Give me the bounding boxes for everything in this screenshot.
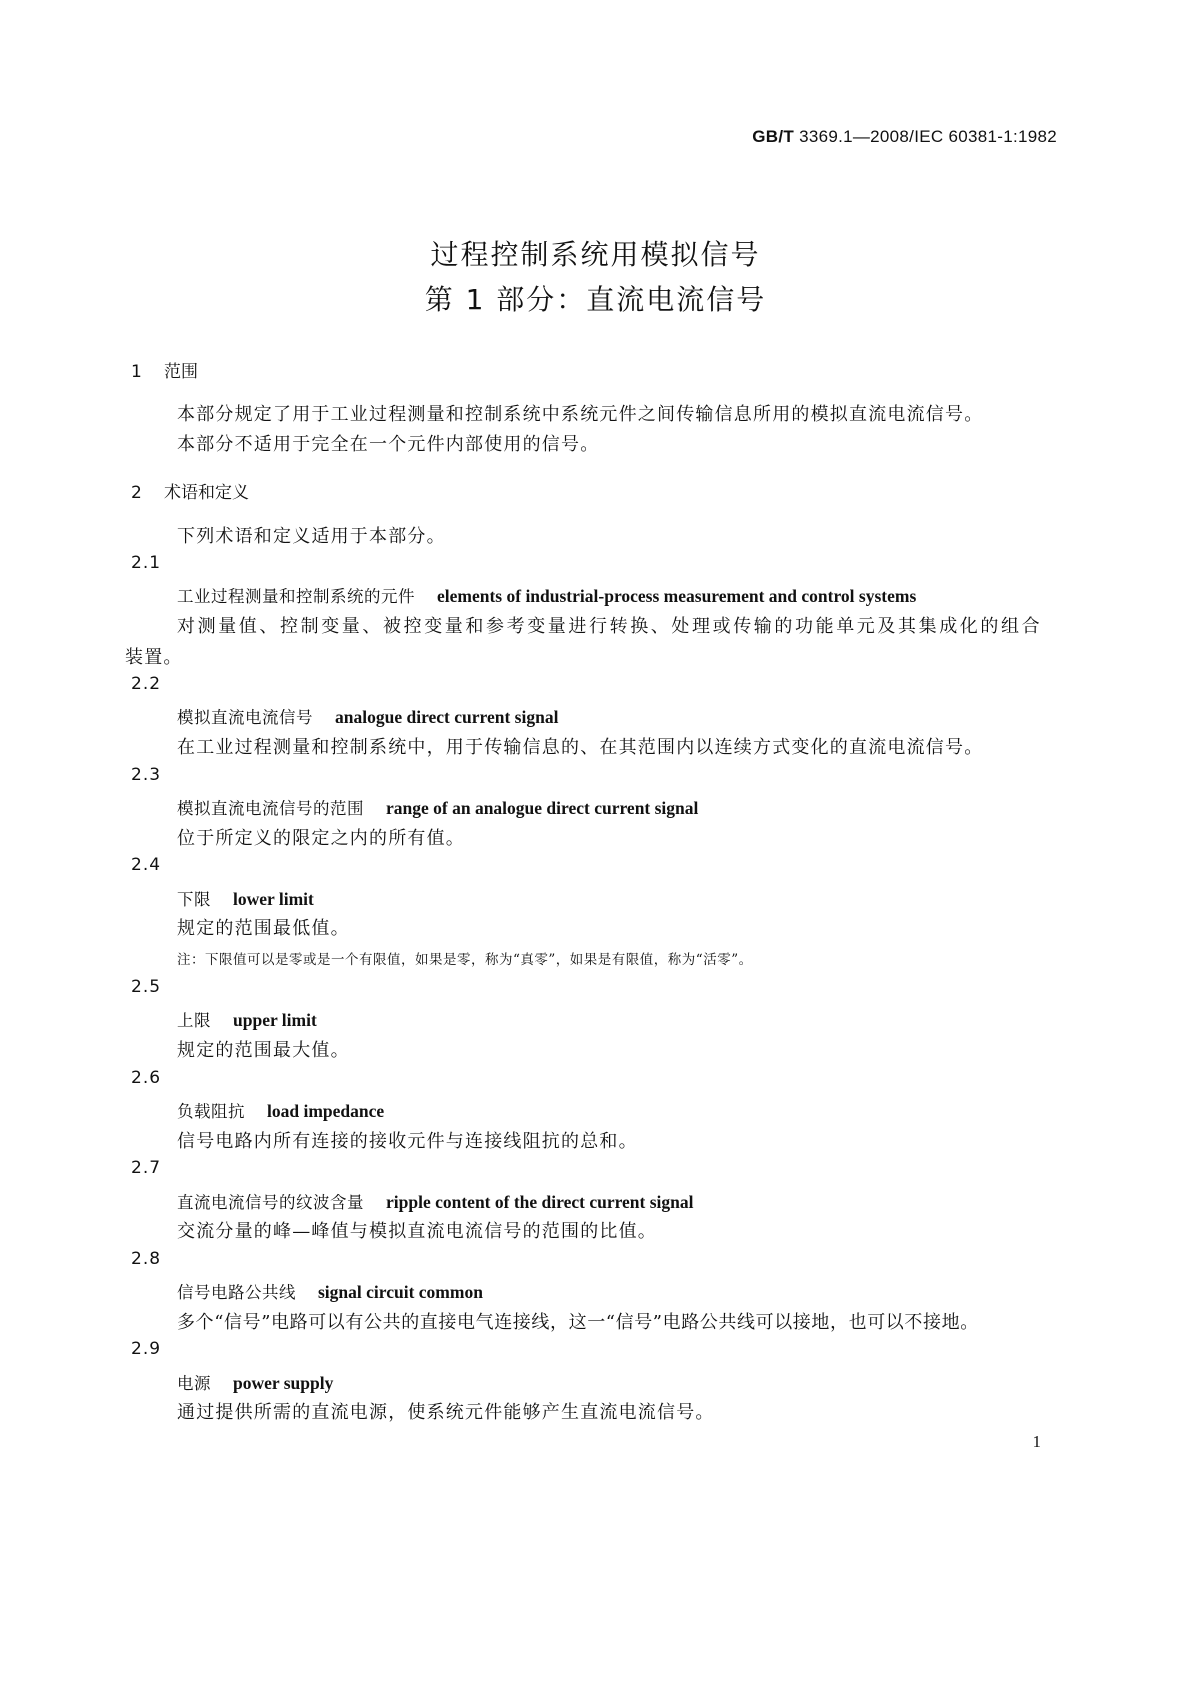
term-chinese: 工业过程测量和控制系统的元件 [177,587,415,606]
term-number: 2.6 [131,1068,162,1088]
term-heading [177,1279,483,1303]
term-number: 2.5 [131,977,162,997]
term-chinese: 信号电路公共线 [177,1283,296,1302]
section-2-intro: 下列术语和定义适用于本部分。 [177,526,446,547]
term-heading [177,1098,384,1122]
section-number: 2 [131,483,142,503]
term-note: 注：下限值可以是零或是一个有限值，如果是零，称为“真零”，如果是有限值，称为“活零”。 [177,952,753,968]
term-definition: 在工业过程测量和控制系统中，用于传输信息的、在其范围内以连续方式变化的直流电流信号。 [177,737,984,758]
term-heading [177,886,314,910]
standard-prefix: GB/T [752,127,795,146]
term-english: lower limit [233,889,314,909]
term-heading [177,704,558,728]
term-english: load impedance [267,1101,385,1121]
term-definition: 多个“信号”电路可以有公共的直接电气连接线，这一“信号”电路公共线可以接地，也可以不接地。 [177,1312,979,1333]
term-chinese: 模拟直流电流信号 [177,708,313,727]
document-subtitle: 第 1 部分：直流电流信号 [424,283,767,316]
term-heading [177,1370,333,1394]
term-definition: 通过提供所需的直流电源，使系统元件能够产生直流电流信号。 [177,1402,715,1423]
page-number: 1 [1032,1432,1041,1451]
section-number: 1 [131,362,142,382]
term-english: elements of industrial-process measurement and control systems [437,586,917,606]
term-chinese: 模拟直流电流信号的范围 [177,799,364,818]
term-chinese: 直流电流信号的纹波含量 [177,1193,364,1212]
term-number: 2.4 [131,855,162,875]
section-title: 术语和定义 [164,483,249,503]
section-1-paragraph-2: 本部分不适用于完全在一个元件内部使用的信号。 [177,434,600,455]
term-definition-continued: 装置。 [125,647,183,668]
term-english: ripple content of the direct current signal [386,1192,694,1212]
section-2-heading [131,478,249,503]
section-1-heading [131,357,198,382]
term-definition: 交流分量的峰—峰值与模拟直流电流信号的范围的比值。 [177,1221,657,1242]
term-english: range of an analogue direct current signal [386,798,699,818]
term-definition: 规定的范围最大值。 [177,1040,350,1061]
term-chinese: 电源 [177,1374,211,1393]
term-chinese: 上限 [177,1011,211,1030]
term-number: 2.2 [131,674,162,694]
term-definition: 规定的范围最低值。 [177,918,350,939]
term-english: power supply [233,1373,334,1393]
standard-code [752,127,1057,147]
term-heading [177,1007,317,1031]
term-definition: 信号电路内所有连接的接收元件与连接线阻抗的总和。 [177,1131,638,1152]
term-chinese: 下限 [177,890,211,909]
term-heading [177,583,916,607]
term-chinese: 负载阻抗 [177,1102,245,1121]
term-english: signal circuit common [318,1282,483,1302]
term-number: 2.8 [131,1249,162,1269]
term-number: 2.9 [131,1339,162,1359]
term-definition: 对测量值、控制变量、被控变量和参考变量进行转换、处理或传输的功能单元及其集成化的组合 [177,616,1043,637]
document-title: 过程控制系统用模拟信号 [430,238,761,271]
term-definition: 位于所定义的限定之内的所有值。 [177,828,465,849]
term-heading [177,795,698,819]
term-number: 2.3 [131,765,162,785]
section-title: 范围 [164,362,198,382]
term-english: upper limit [233,1010,317,1030]
term-heading [177,1189,694,1213]
standard-number: 3369.1—2008/IEC 60381-1:1982 [794,127,1057,146]
term-number: 2.7 [131,1158,162,1178]
section-1-paragraph-1: 本部分规定了用于工业过程测量和控制系统中系统元件之间传输信息所用的模拟直流电流信号。 [177,404,984,425]
term-number: 2.1 [131,553,162,573]
term-english: analogue direct current signal [335,707,559,727]
